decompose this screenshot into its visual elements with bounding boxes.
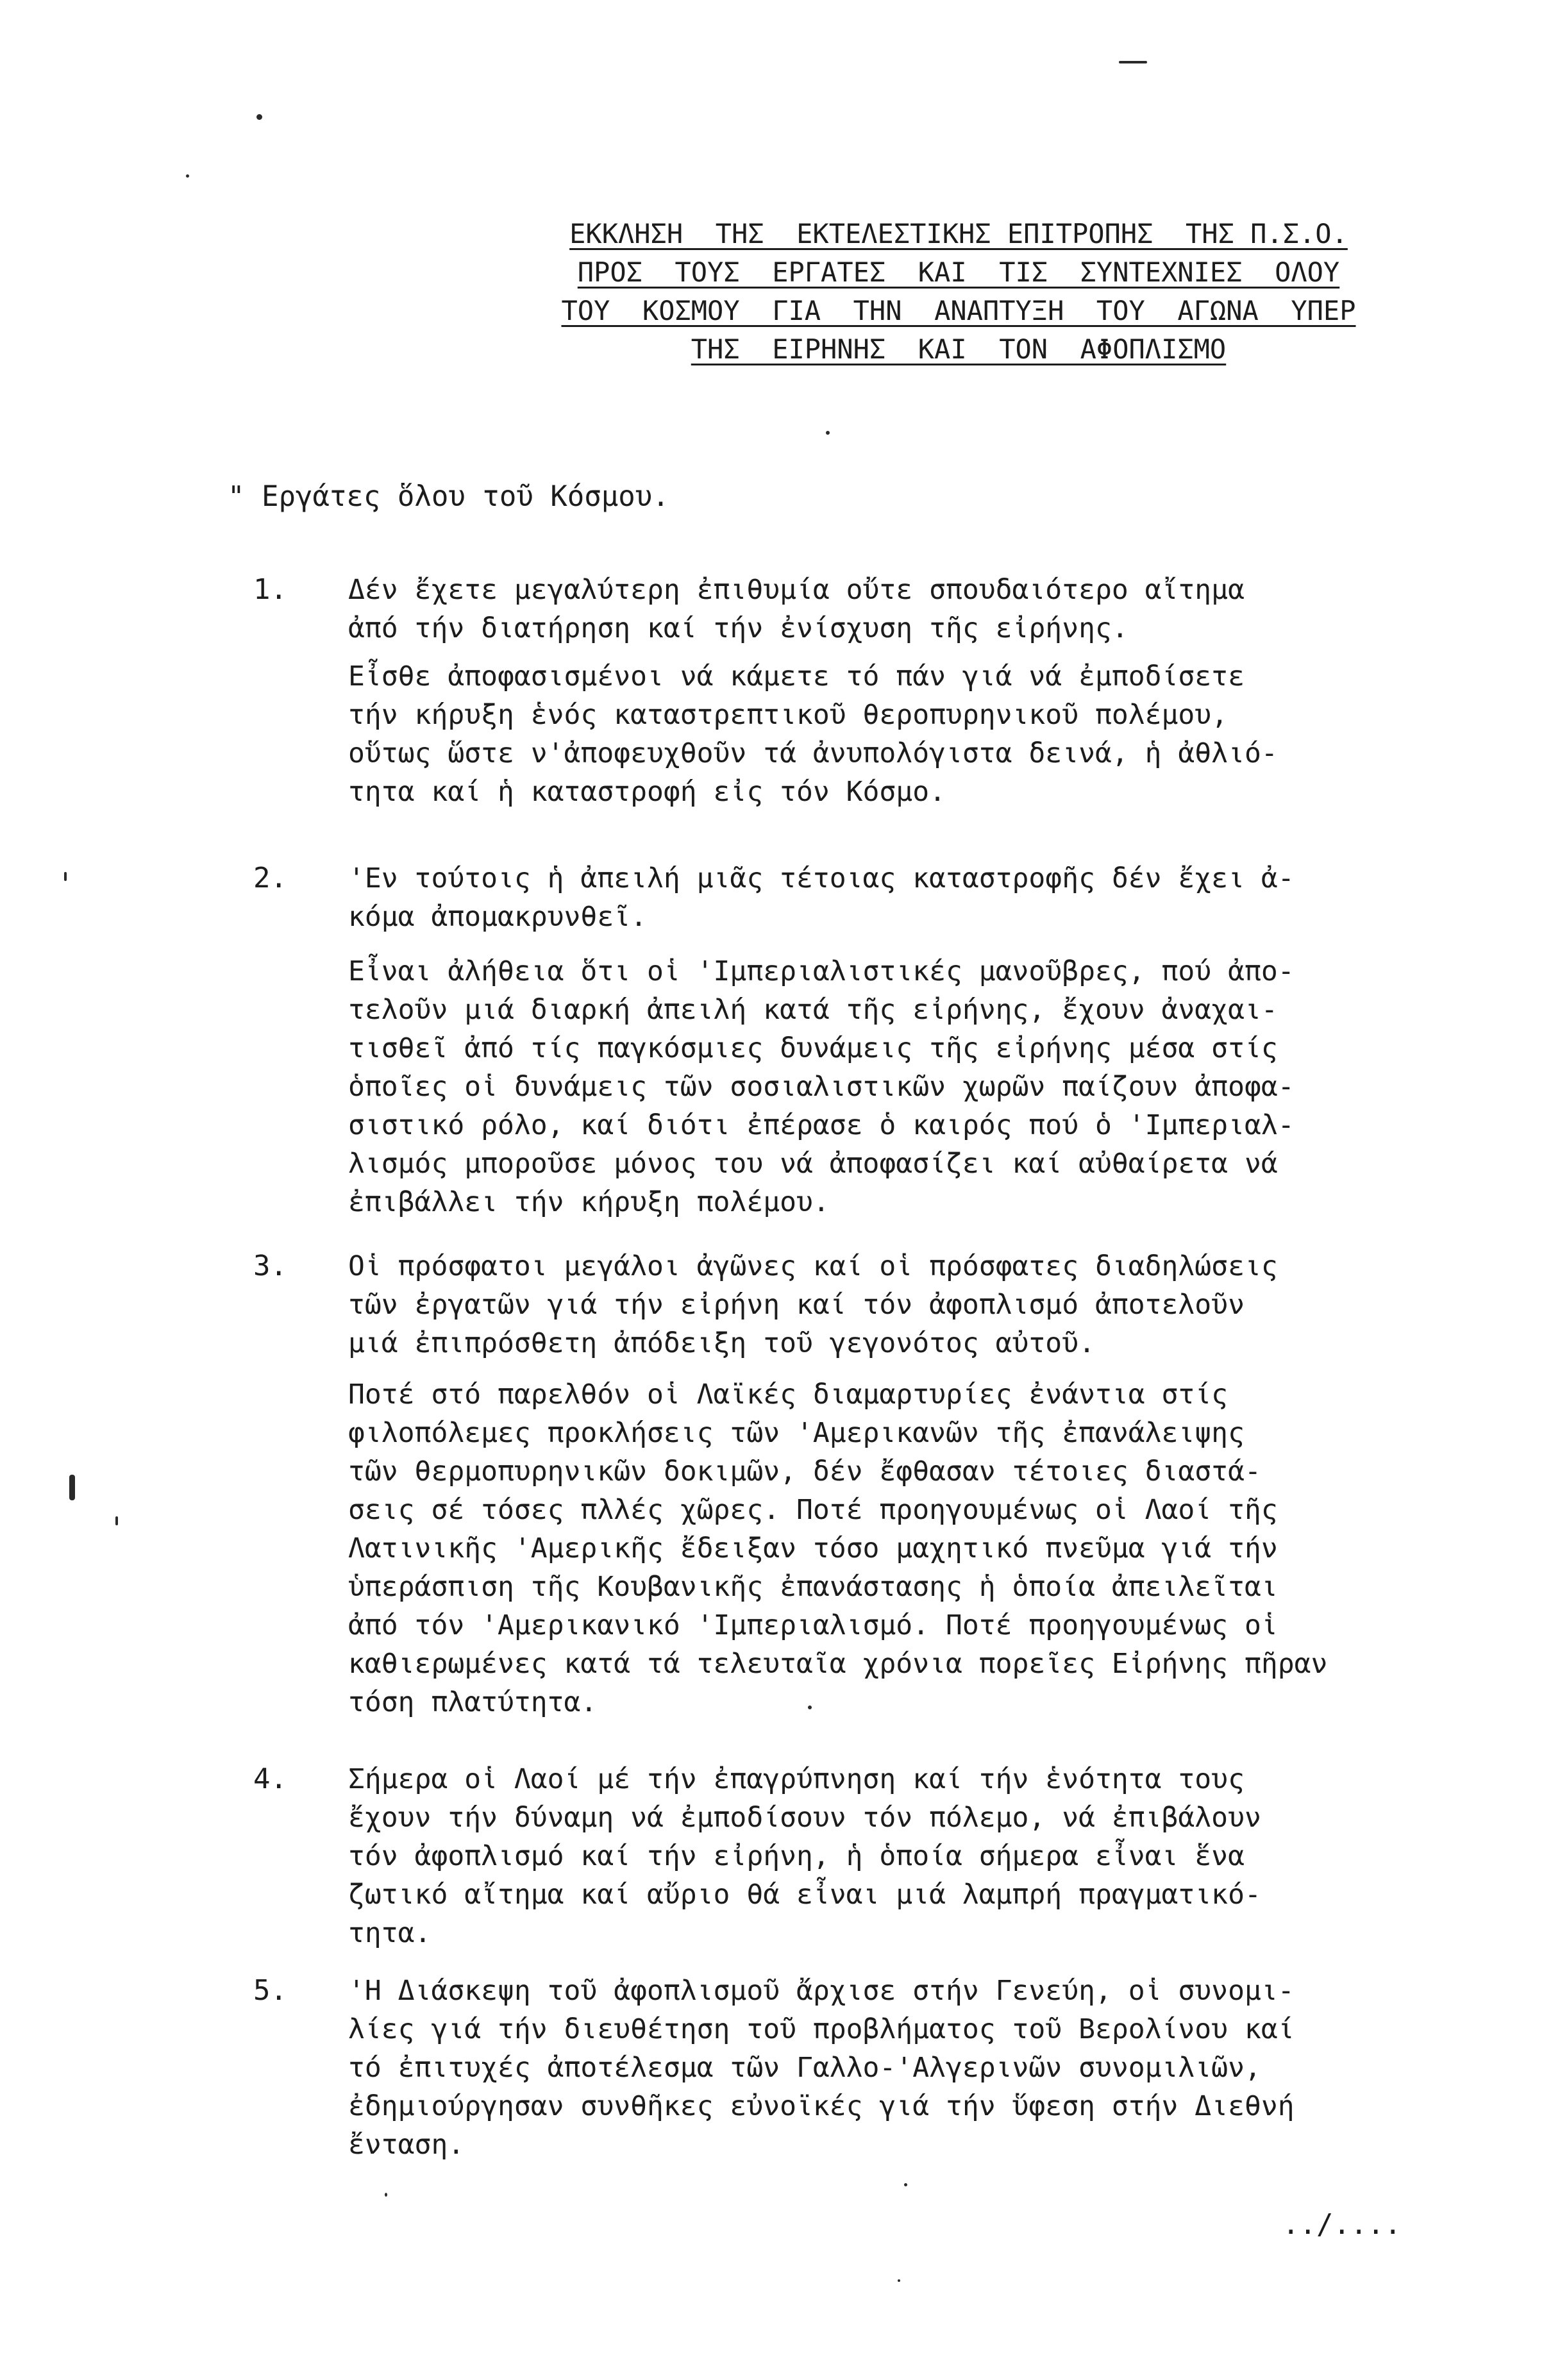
item-paragraph: Σήμερα οἱ Λαοί μέ τήν ἐπαγρύπνηση καί τήν ἑνότητα τους ἔχουν τήν δύναμη νά ἐμποδίσουν τόν πόλεμο, νά ἐπιβάλουν τόν ἀφοπλισμό καί τήν εἰρήνη, ἡ ὁποία σήμερα εἶναι ἕνα ζωτικό αἴτημα καί αὔριο θά εἶναι μιά λαμπρή πραγματικό- τητα. xyxy=(348,1763,1261,1949)
item-number: 4. xyxy=(253,1763,287,1795)
item-number: 5. xyxy=(253,1974,287,2007)
greeting-line: " Εργάτες ὅλου τοῦ Κόσμου. xyxy=(228,480,669,513)
scan-mark xyxy=(898,2279,900,2282)
item-number: 2. xyxy=(253,862,287,894)
scan-mark xyxy=(904,2183,907,2186)
scan-mark xyxy=(69,1475,75,1500)
item-number: 3. xyxy=(253,1250,287,1282)
scan-mark xyxy=(1119,61,1147,63)
title-line: ΠΡΟΣ ΤΟΥΣ ΕΡΓΑΤΕΣ ΚΑΙ ΤΙΣ ΣΥΝΤΕΧΝΙΕΣ ΟΛΟΥ xyxy=(577,256,1340,288)
title-line: ΕΚΚΛΗΣΗ ΤΗΣ ΕΚΤΕΛΕΣΤΙΚΗΣ ΕΠΙΤΡΟΠΗΣ ΤΗΣ Π.Σ.Ο. xyxy=(569,218,1348,249)
item-paragraph: 'Η Διάσκεψη τοῦ ἀφοπλισμοῦ ἄρχισε στήν Γενεύη, οἱ συνομι- λίες γιά τήν διευθέτηση τοῦ προβλήματος τοῦ Βερολίνου καί τό ἐπιτυχές ἀποτέλεσμα τῶν Γαλλο-'Αλγερινῶν συνομιλιῶν, ἐδημιούργησαν συνθῆκες εὐνοϊκές γιά τήν ὕφεση στήν Διεθνή ἔνταση. xyxy=(348,1975,1295,2161)
scan-mark xyxy=(385,2193,387,2197)
scan-mark xyxy=(186,174,189,178)
item-paragraph: 'Εν τούτοις ἡ ἀπειλή μιᾶς τέτοιας καταστροφῆς δέν ἔχει ἀ- κόμα ἀπομακρυνθεῖ. xyxy=(348,862,1295,933)
scan-mark xyxy=(115,1516,118,1525)
document-title xyxy=(462,215,1455,369)
item-paragraph: Ποτέ στό παρελθόν οἱ Λαϊκές διαμαρτυρίες ἐνάντια στίς φιλοπόλεμες προκλήσεις τῶν 'Αμερικανῶν τῆς ἐπανάλειψης τῶν θερμοπυρηνικῶν δοκιμῶν, δέν ἔφθασαν τέτοιες διαστά- σεις σέ τόσες πλλές χῶρες. Ποτέ προηγουμένως οἱ Λαοί τῆς Λατινικῆς 'Αμερικῆς ἔδειξαν τόσο μαχητικό πνεῦμα γιά τήν ὑπεράσπιση τῆς Κουβανικῆς ἐπανάστασης ἡ ὁποία ἀπειλεῖται ἀπό τόν 'Αμερικανικό 'Ιμπεριαλισμό. Ποτέ προηγουμένως οἱ καθιερωμένες κατά τά τελευταῖα χρόνια πορεῖες Εἰρήνης πῆραν τόση πλατύτητα. xyxy=(348,1379,1328,1718)
item-paragraph: Οἱ πρόσφατοι μεγάλοι ἀγῶνες καί οἱ πρόσφατες διαδηλώσεις τῶν ἐργατῶν γιά τήν εἰρήνη καί τόν ἀφοπλισμό ἀποτελοῦν μιά ἐπιπρόσθετη ἀπόδειξη τοῦ γεγονότος αὐτοῦ. xyxy=(348,1250,1278,1359)
title-line: ΤΗΣ ΕΙΡΗΝΗΣ ΚΑΙ ΤΟΝ ΑΦΟΠΛΙΣΜΟ xyxy=(691,333,1227,365)
item-paragraph: Εἶναι ἀλήθεια ὅτι οἱ 'Ιμπεριαλιστικές μανοῦβρες, πού ἀπο- τελοῦν μιά διαρκή ἀπειλή κατά τῆς εἰρήνης, ἔχουν ἀναχαι- τισθεῖ ἀπό τίς παγκόσμιες δυνάμεις τῆς εἰρήνης μέσα στίς ὁποῖες οἱ δυνάμεις τῶν σοσιαλιστικῶν χωρῶν παίζουν ἀποφα- σιστικό ρόλο, καί διότι ἐπέρασε ὁ καιρός πού ὁ 'Ιμπεριαλ- λισμός μποροῦσε μόνος του νά ἀποφασίζει καί αὐθαίρετα νά ἐπιβάλλει τήν κήρυξη πολέμου. xyxy=(348,955,1295,1218)
scan-mark xyxy=(808,1705,812,1709)
continuation-marker: ../.... xyxy=(1282,2208,1402,2241)
item-number: 1. xyxy=(253,573,287,606)
item-paragraph: Δέν ἔχετε μεγαλύτερη ἐπιθυμία οὔτε σπουδαιότερο αἴτημα ἀπό τήν διατήρηση καί τήν ἐνίσχυση τῆς εἰρήνης. xyxy=(348,574,1245,644)
title-line: ΤΟΥ ΚΟΣΜΟΥ ΓΙΑ ΤΗΝ ΑΝΑΠΤΥΞΗ ΤΟΥ ΑΓΩΝΑ ΥΠΕΡ xyxy=(561,295,1356,326)
scan-mark xyxy=(826,431,830,435)
scan-mark xyxy=(64,872,67,881)
item-paragraph: Εἶσθε ἀποφασισμένοι νά κάμετε τό πάν γιά νά ἐμποδίσετε τήν κήρυξη ἑνός καταστρεπτικοῦ θεροπυρηνικοῦ πολέμου, οὕτως ὥστε ν'ἀποφευχθοῦν τά ἀνυπολόγιστα δεινά, ἡ ἀθλιό- τητα καί ἡ καταστροφή εἰς τόν Κόσμο. xyxy=(348,660,1278,808)
scan-mark xyxy=(256,114,262,120)
